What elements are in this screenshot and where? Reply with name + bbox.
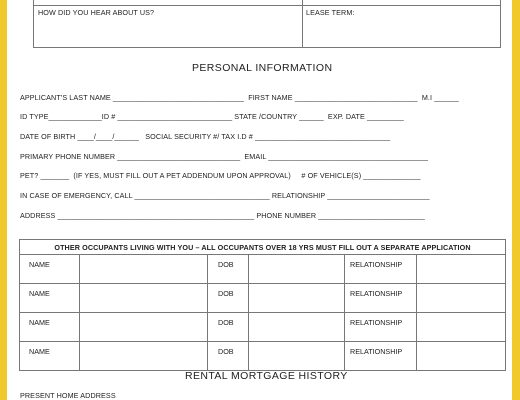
relationship-field[interactable] [417,313,506,342]
address-line[interactable]: ADDRESS ________________________________________________ PHONE NUMBER __________________________ [20,211,425,220]
name-label: NAME [20,255,80,284]
relationship-label: RELATIONSHIP [345,255,417,284]
dob-field[interactable] [249,342,345,371]
name-field[interactable] [80,342,208,371]
name-field[interactable] [80,284,208,313]
name-label: NAME [20,284,80,313]
dob-field[interactable] [249,284,345,313]
dob-label: DOB [208,313,249,342]
application-form-page [7,0,512,400]
occupants-table [19,239,506,371]
heard-about-label: HOW DID YOU HEAR ABOUT US? [38,8,155,17]
emergency-contact-line[interactable]: IN CASE OF EMERGENCY, CALL _________________________________ RELATIONSHIP _________________________ [20,191,430,200]
dob-label: DOB [208,284,249,313]
name-field[interactable] [80,313,208,342]
present-home-address-label: PRESENT HOME ADDRESS [20,391,116,400]
relationship-field[interactable] [417,284,506,313]
id-type-line[interactable]: ID TYPE_____________ID # ____________________________ STATE /COUNTRY ______ EXP. DATE _________ [20,112,404,121]
pet-line[interactable]: PET? _______ (IF YES, MUST FILL OUT A PET ADDENDUM UPON APPROVAL) # OF VEHICLE(S) ______________ [20,171,421,180]
personal-information-title: PERSONAL INFORMATION [192,62,333,74]
name-label: NAME [20,342,80,371]
occupants-table-header: OTHER OCCUPANTS LIVING WITH YOU – ALL OCCUPANTS OVER 18 YRS MUST FILL OUT A SEPARATE APPLICATION [20,240,506,255]
relationship-label: RELATIONSHIP [345,342,417,371]
table-row [20,342,506,371]
dob-field[interactable] [249,255,345,284]
relationship-field[interactable] [417,255,506,284]
date-of-birth-line[interactable]: DATE OF BIRTH ____/____/______ SOCIAL SECURITY #/ TAX I.D # _________________________________ [20,132,391,141]
last-name-line[interactable]: APPLICANT'S LAST NAME ________________________________ FIRST NAME ______________________________ M.I ______ [20,93,459,102]
name-label: NAME [20,313,80,342]
table-row [20,313,506,342]
dob-field[interactable] [249,313,345,342]
table-row [20,284,506,313]
dob-label: DOB [208,342,249,371]
top-box-column-divider [302,0,303,47]
relationship-label: RELATIONSHIP [345,284,417,313]
lease-term-label: LEASE TERM: [306,8,355,17]
top-box-divider [34,5,500,6]
primary-phone-line[interactable]: PRIMARY PHONE NUMBER ______________________________ EMAIL _______________________________________ [20,152,429,161]
top-info-box [33,0,501,48]
name-field[interactable] [80,255,208,284]
relationship-field[interactable] [417,342,506,371]
table-row [20,255,506,284]
dob-label: DOB [208,255,249,284]
relationship-label: RELATIONSHIP [345,313,417,342]
rental-history-title: RENTAL MORTGAGE HISTORY [185,370,348,382]
